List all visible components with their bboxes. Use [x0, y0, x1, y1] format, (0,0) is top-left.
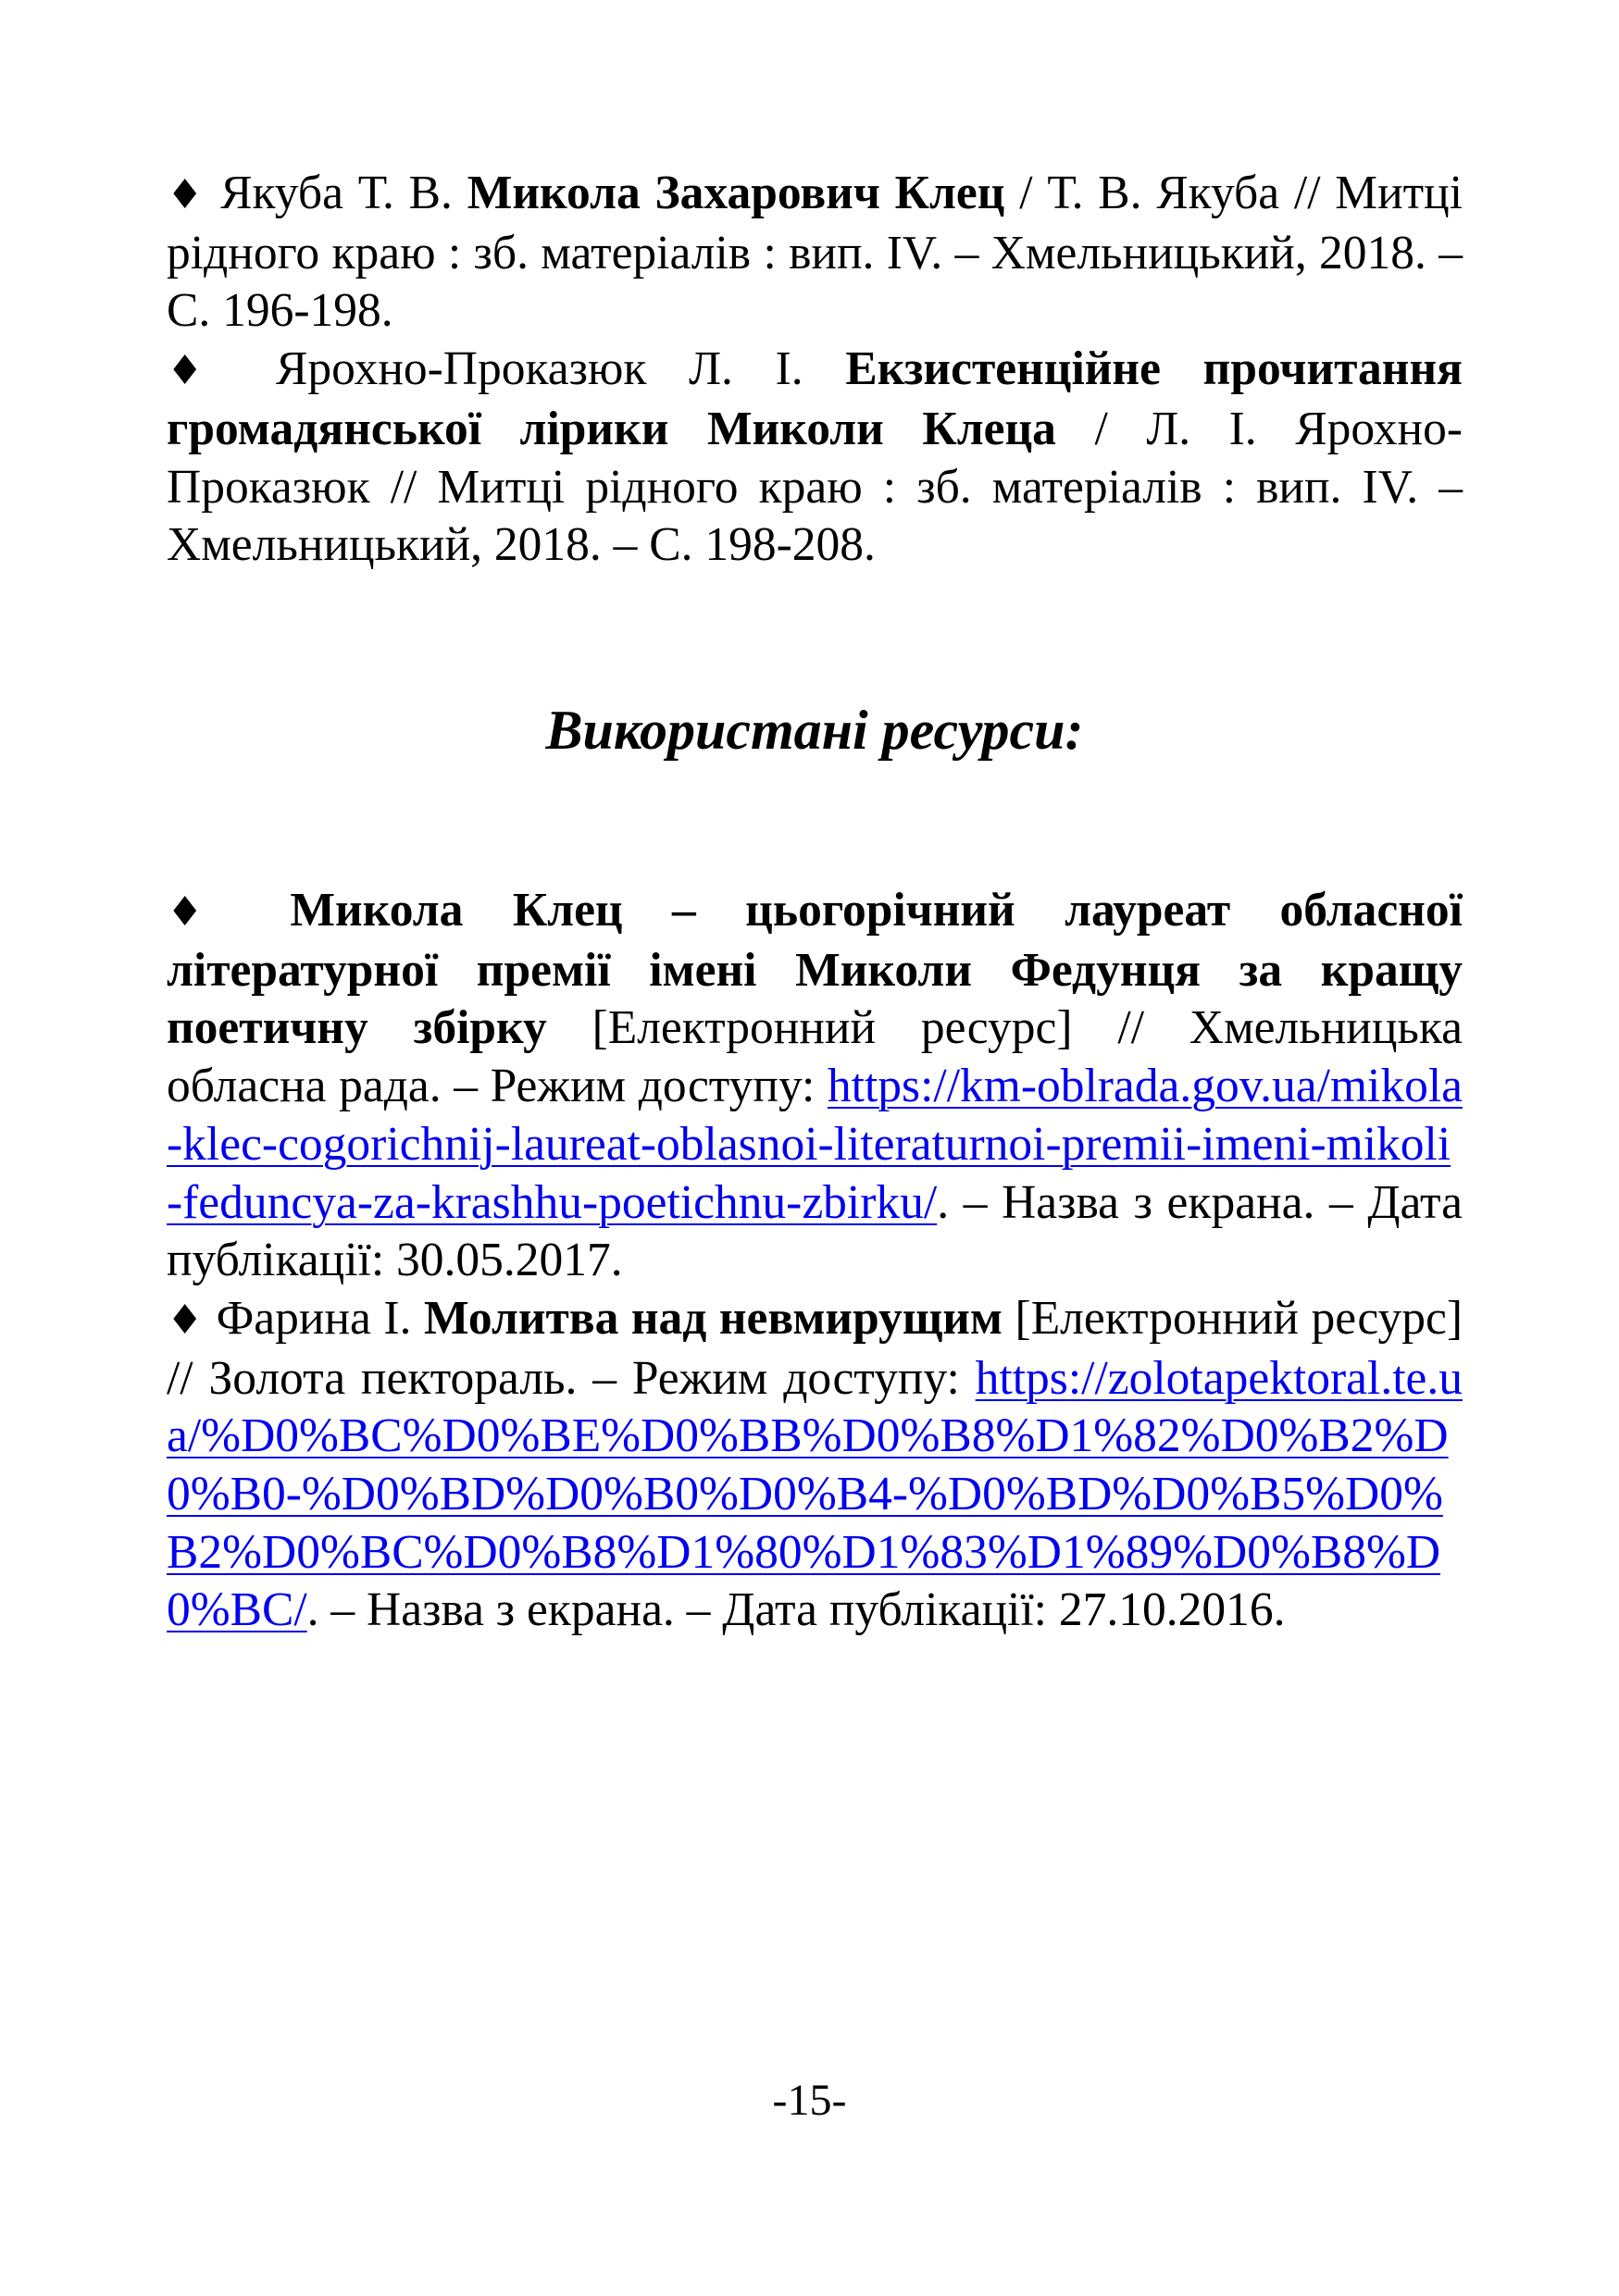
entry-details: / Т. В. Якуба // Митці рідного краю : зб. матеріалів : вип. IV. – Хмельницький, 2018. – С. 196-198. [167, 167, 1463, 338]
entry-authors: Якуба Т. В. [220, 167, 453, 219]
entry-title: Екзистенційне прочитання громадянської лірики Миколи Клеца [167, 342, 1463, 455]
resource-entry-2 [167, 1290, 1463, 1640]
diamond-bullet-icon: ♦ [167, 347, 234, 395]
entry-tail: . – Назва з екрана. – Дата публікації: 27.10.2016. [306, 1583, 1286, 1637]
diamond-bullet-icon: ♦ [167, 171, 206, 218]
diamond-bullet-icon: ♦ [167, 888, 241, 936]
page-number: -15- [772, 2076, 847, 2125]
bibliography-entry-1 [167, 165, 1463, 341]
entry-details: [Електронний ресурс] // Золота пектораль. – Режим доступу: [167, 1291, 1463, 1405]
resource-entry-1 [167, 882, 1463, 1290]
entry-title: Микола Клец – цьогорічний лауреат обласної літературної премії імені Миколи Федунця за кращу поетичну збірку [167, 884, 1463, 1055]
entry-tail: . – Назва з екрана. – Дата публікації: 30.05.2017. [167, 1175, 1463, 1287]
section-heading-resources: Використані ресурси: [545, 700, 1084, 761]
resources-list [167, 882, 1463, 1640]
bibliography-list [167, 165, 1463, 575]
entry-title: Молитва над невмирущим [423, 1291, 1003, 1345]
resource-link[interactable]: https://km-oblrada.gov.ua/mikola-klec-cogorichnij-laureat-oblasnoi-literaturnoi-premii-imeni-mikoli-feduncya-za-krashhu-poetichnu-zbirku/ [167, 1060, 1463, 1229]
diamond-bullet-icon: ♦ [167, 1296, 205, 1344]
resource-link[interactable]: https://zolotapektoral.te.ua/%D0%BC%D0%BE%D0%BB%D0%B8%D1%82%D0%B2%D0%B0-%D0%BD%D0%B0%D0%B4-%D0%BD%D0%B5%D0%B2%D0%BC%D0%B8%D1%80%D1%83%D1%89%D0%B8%D0%BC/ [167, 1351, 1463, 1637]
entry-authors: Фарина І. [216, 1291, 412, 1345]
entry-authors: Ярохно-Проказюк Л. І. [276, 342, 803, 396]
entry-details: / Л. І. Ярохно-Проказюк // Митці рідного краю : зб. матеріалів : вип. IV. – Хмельницький, 2018. – С. 198-208. [167, 402, 1463, 572]
entry-title: Микола Захарович Клец [467, 167, 1005, 219]
entry-details: [Електронний ресурс] // Хмельницька обласна рада. – Режим доступу: [167, 1001, 1463, 1113]
bibliography-entry-2 [167, 341, 1463, 575]
